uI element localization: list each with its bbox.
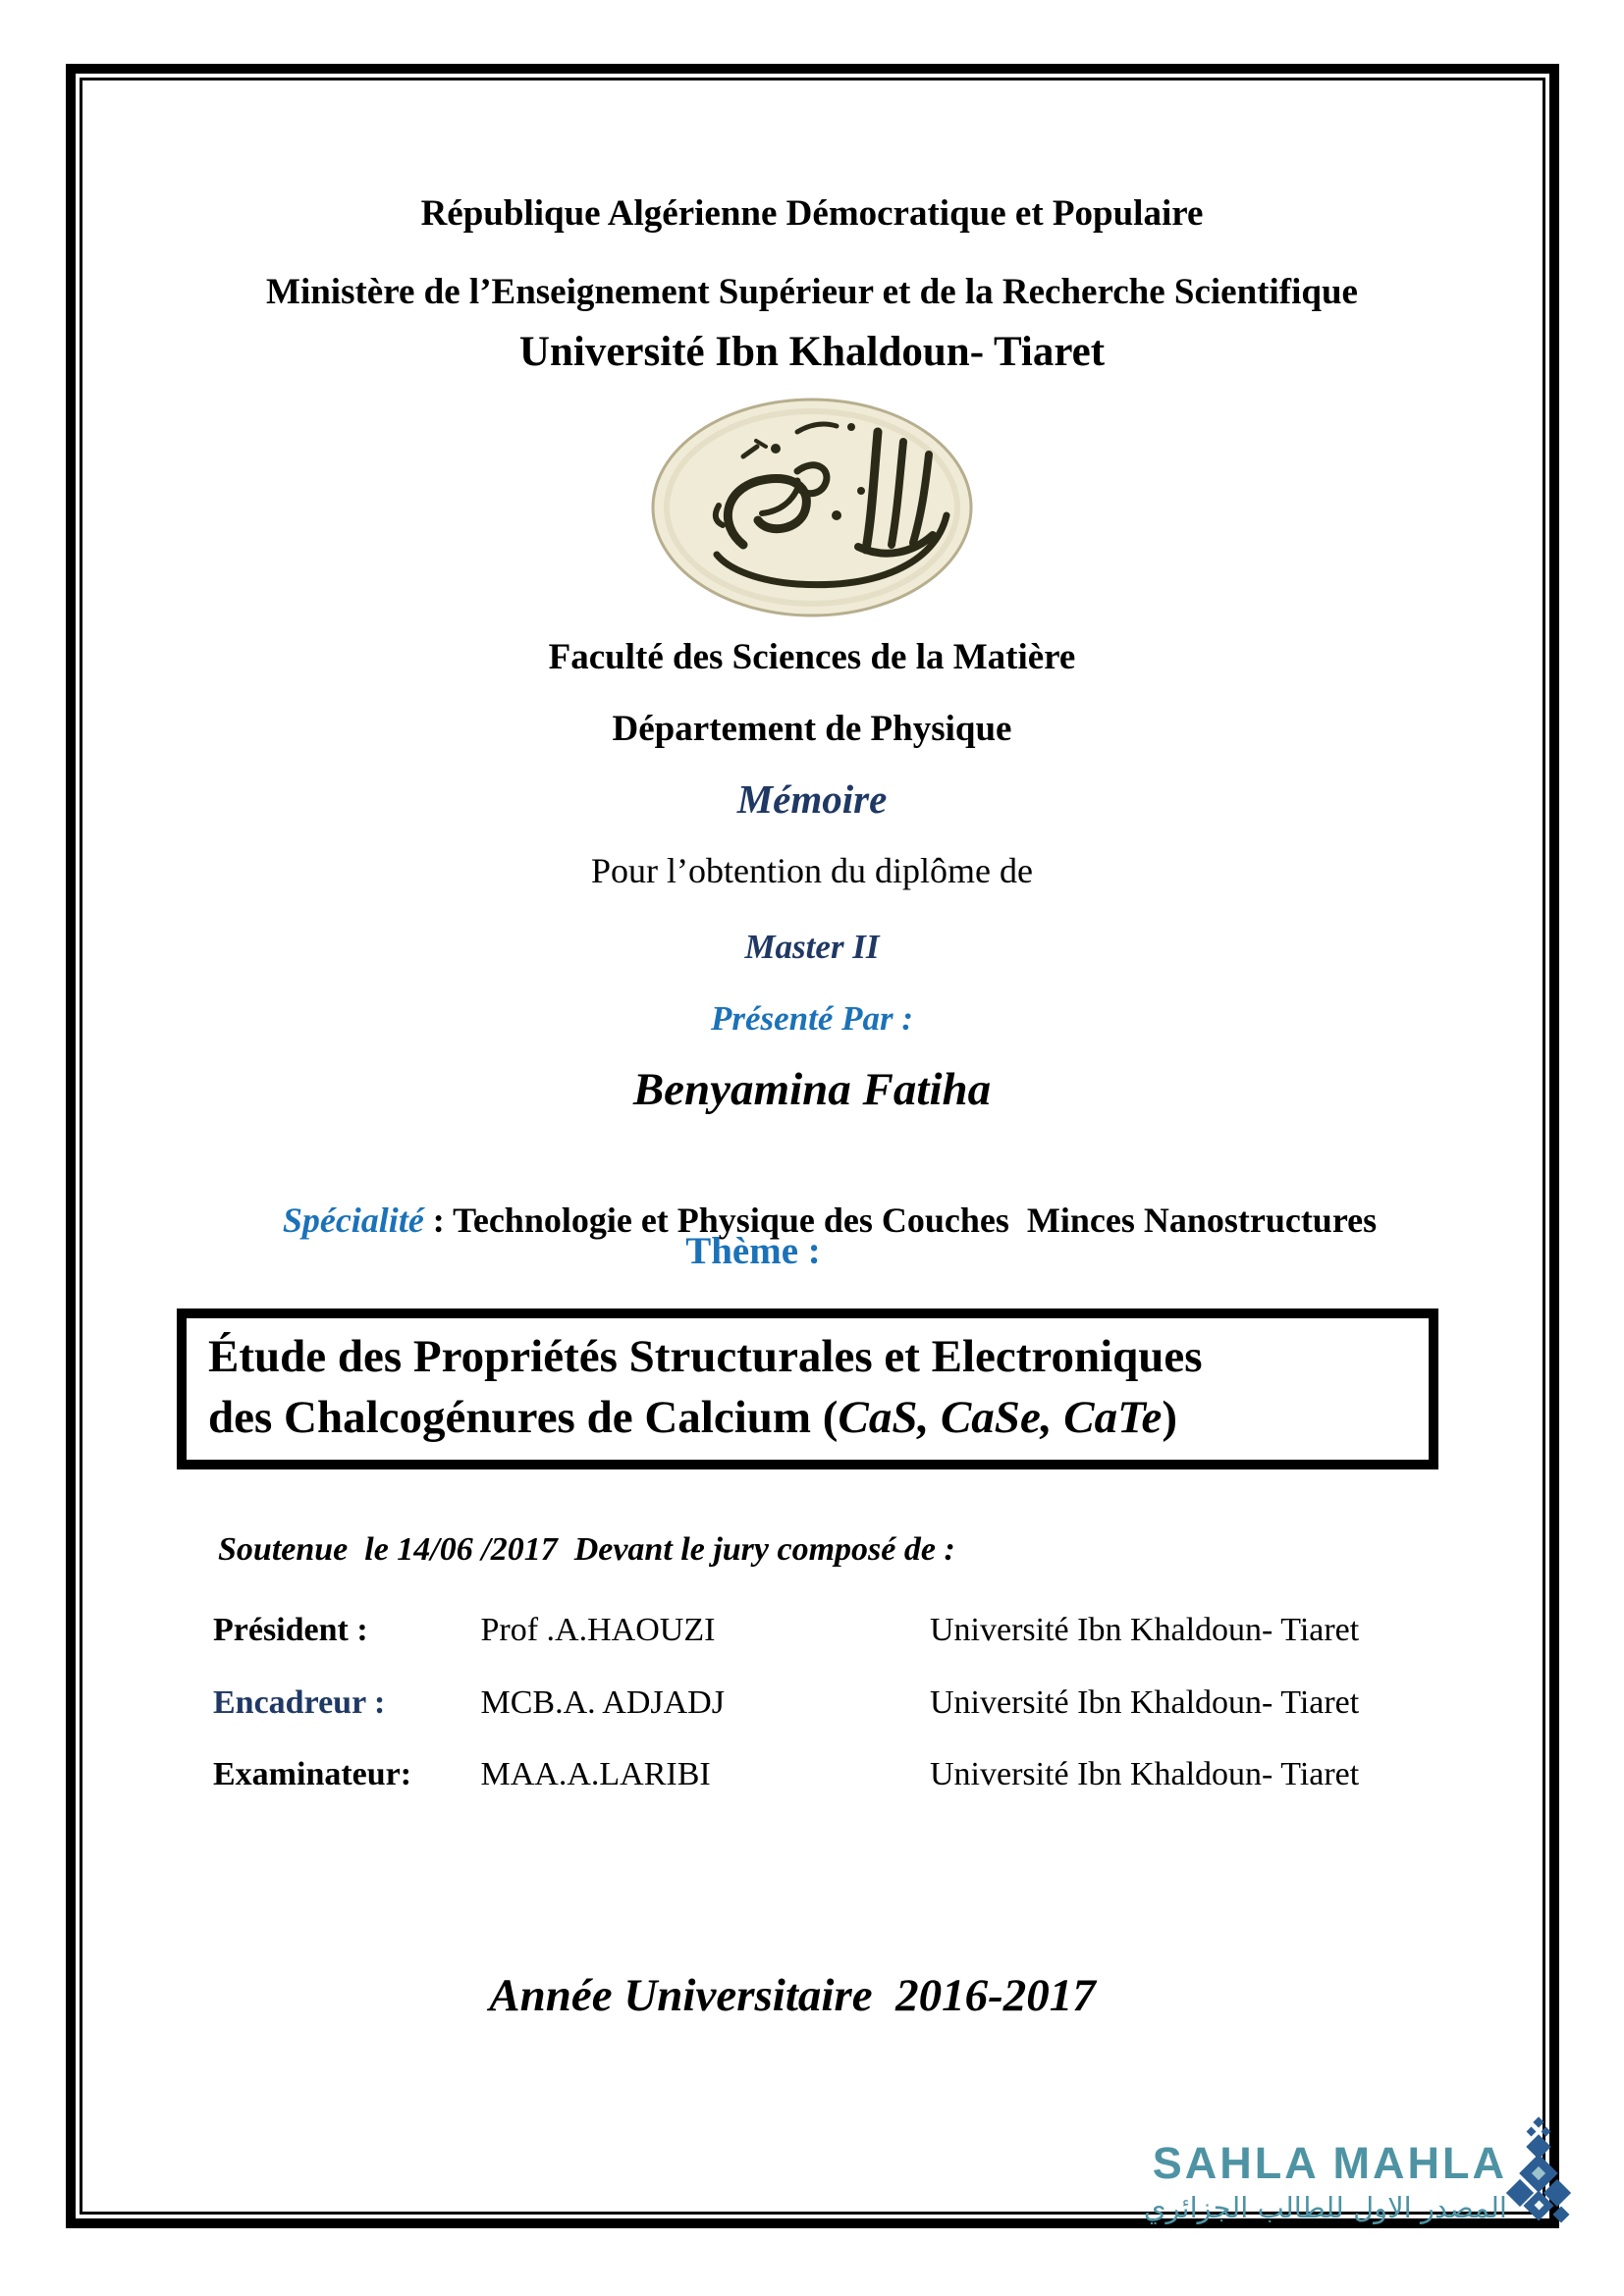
ministry-title: Ministère de l’Enseignement Supérieur et de la Recherche Scientifique	[266, 272, 1358, 312]
theme-label: Thème :	[685, 1230, 821, 1272]
specialty-value: : Technologie et Physique des Couches Minces Nanostructures	[423, 1201, 1378, 1240]
university-seal-logo	[0, 398, 1624, 623]
thesis-title-line1: Étude des Propriétés Structurales et Electroniques	[208, 1331, 1203, 1382]
jury-member-name: MAA.A.LARIBI	[480, 1756, 711, 1792]
jury-row-examinateur	[213, 1756, 1359, 1793]
republic-title: République Algérienne Démocratique et Populaire	[420, 193, 1204, 234]
thesis-title-formula: CaS, CaSe, CaTe	[838, 1392, 1163, 1443]
jury-role: Examinateur:	[213, 1756, 412, 1792]
specialty-label: Spécialité	[282, 1201, 424, 1240]
jury-row-president	[213, 1612, 1359, 1649]
author-name: Benyamina Fatiha	[632, 1064, 992, 1115]
jury-role: Encadreur :	[213, 1684, 386, 1721]
page-border-outer	[66, 64, 1559, 2228]
thesis-title-box	[177, 1308, 1438, 1469]
jury-member-name: MCB.A. ADJADJ	[480, 1684, 725, 1721]
academic-year: Année Universitaire 2016-2017	[489, 1970, 1096, 2021]
brand-name: SAHLA MAHLA	[1152, 2138, 1507, 2188]
university-name: Université Ibn Khaldoun- Tiaret	[518, 329, 1106, 375]
jury-role: Président :	[213, 1612, 368, 1648]
department-name: Département de Physique	[612, 709, 1012, 749]
faculty-name: Faculté des Sciences de la Matière	[548, 637, 1076, 677]
university-seal-icon	[650, 398, 974, 618]
presented-by-label: Présenté Par :	[710, 999, 914, 1038]
jury-member-name: Prof .A.HAOUZI	[480, 1612, 716, 1648]
jury-affiliation: Université Ibn Khaldoun- Tiaret	[930, 1756, 1360, 1792]
document-type: Mémoire	[736, 776, 888, 822]
degree-level: Master II	[744, 928, 880, 966]
sahla-mahla-logo-icon	[1506, 2116, 1571, 2228]
jury-affiliation: Université Ibn Khaldoun- Tiaret	[930, 1612, 1360, 1648]
brand-watermark	[1134, 2138, 1507, 2224]
brand-tagline: المصدر الاول للطالب الجزائري	[1143, 2191, 1507, 2224]
defense-intro: Soutenue le 14/06 /2017 Devant le jury composé de :	[218, 1531, 955, 1568]
thesis-title-line2-prefix: des Chalcogénures de Calcium (	[208, 1392, 839, 1443]
jury-affiliation: Université Ibn Khaldoun- Tiaret	[930, 1684, 1360, 1721]
jury-row-encadreur	[213, 1684, 1359, 1722]
thesis-title-line2-suffix: )	[1162, 1392, 1178, 1443]
degree-purpose: Pour l’obtention du diplôme de	[591, 851, 1033, 890]
